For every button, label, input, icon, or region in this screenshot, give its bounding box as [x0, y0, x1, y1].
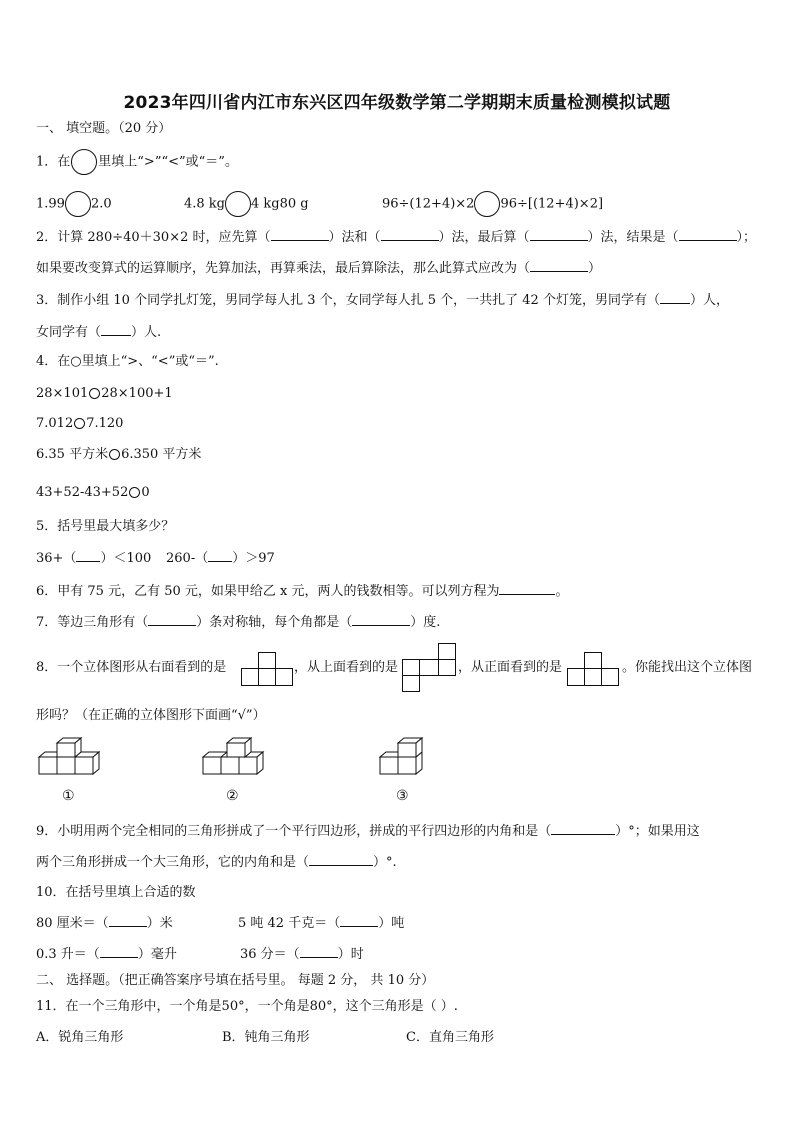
q5-stem: 5．括号里最大填多少？ — [36, 519, 175, 534]
q10-item-d: 36 分＝（ ）时 — [240, 947, 364, 962]
q4-stem: 4．在○里填上“>、“<”或“＝”. — [36, 354, 219, 369]
answer-blank[interactable] — [300, 945, 338, 958]
q11-option-b[interactable]: B．钝角三角形 — [222, 1030, 310, 1045]
answer-blank[interactable] — [352, 613, 410, 626]
answer-circle[interactable] — [65, 191, 91, 217]
q2-line2: 如果要改变算式的运算顺序，先算加法，再算乘法，最后算除法，那么此算式应改为（ ） — [36, 261, 602, 276]
q8-line2: 形吗？（在正确的立体图形下面画“√”） — [36, 708, 266, 723]
q10-stem: 10．在括号里填上合适的数 — [36, 885, 196, 900]
q10-item-a: 80 厘米＝（ ）米 — [36, 916, 173, 931]
q11-option-c[interactable]: C．直角三角形 — [406, 1030, 494, 1045]
answer-blank[interactable] — [148, 613, 196, 626]
answer-blank[interactable] — [530, 259, 588, 272]
option-label-2: ② — [226, 788, 239, 804]
section-heading-fill-blank: 一、 填空题。（20 分） — [36, 121, 172, 136]
solid-figure-1[interactable] — [38, 737, 102, 783]
option-label-1: ① — [62, 788, 75, 804]
answer-blank[interactable] — [271, 228, 329, 241]
q9-line1: 9．小明用两个完全相同的三角形拼成了一个平行四边形，拼成的平行四边形的内角和是（ ）°；如果用这 — [36, 824, 700, 839]
q10-item-c: 0.3 升＝（ ）毫升 — [36, 947, 177, 962]
answer-blank[interactable] — [551, 822, 615, 835]
right-view-figure — [241, 652, 293, 686]
answer-blank[interactable] — [530, 228, 588, 241]
q5-item-b: 260-（ ）＞97 — [166, 551, 275, 566]
answer-circle[interactable] — [89, 388, 100, 399]
q3-line1: 3．制作小组 10 个同学扎灯笼，男同学每人扎 3 个，女同学每人扎 5 个，一共扎了 42 个灯笼，男同学有（ ）人， — [36, 293, 729, 308]
q8-text-a: 8．一个立体图形从右面看到的是 — [36, 660, 227, 675]
answer-blank[interactable] — [660, 291, 690, 304]
answer-circle[interactable] — [109, 449, 120, 460]
answer-blank[interactable] — [381, 228, 439, 241]
option-label-3: ③ — [396, 788, 409, 804]
q6-line: 6．甲有 75 元，乙有 50 元，如果甲给乙 x 元，两人的钱数相等。可以列方程为 。 — [36, 584, 569, 599]
answer-blank[interactable] — [100, 945, 138, 958]
answer-blank[interactable] — [309, 853, 373, 866]
q11-option-a[interactable]: A．锐角三角形 — [36, 1030, 124, 1045]
answer-blank[interactable] — [101, 323, 131, 336]
top-view-figure — [402, 643, 456, 692]
answer-blank[interactable] — [679, 228, 737, 241]
answer-circle[interactable] — [225, 191, 251, 217]
q4-item-c: 6.35 平方米 6.350 平方米 — [36, 447, 202, 462]
q1-item-c: 96÷(12+4)×2 96÷[(12+4)×2] — [382, 191, 603, 217]
q8-text-c: ，从正面看到的是 — [458, 660, 563, 675]
q8-text-b: ，从上面看到的是 — [294, 660, 399, 675]
answer-blank[interactable] — [208, 549, 232, 562]
q7-line: 7．等边三角形有（ ）条对称轴，每个角都是（ ）度. — [36, 615, 441, 630]
solid-figure-3[interactable] — [379, 737, 427, 783]
compare-circle-icon — [71, 149, 97, 175]
answer-circle[interactable] — [474, 191, 500, 217]
q9-line2: 两个三角形拼成一个大三角形，它的内角和是（ ）°. — [36, 855, 397, 870]
answer-circle[interactable] — [129, 487, 140, 498]
q1-item-a: 1.99 2.0 — [36, 191, 112, 217]
q2-line1: 2．计算 280÷40＋30×2 时，应先算（ ）法和（ ）法，最后算（ ）法，结果是（ ）； — [36, 230, 757, 245]
q8-text-d: 。你能找出这个立体图 — [622, 660, 753, 675]
q1-item-b: 4.8 kg 4 kg80 g — [184, 191, 309, 217]
q3-line2: 女同学有（ ）人. — [36, 325, 162, 340]
section-heading-multiple-choice: 二、 选择题。（把正确答案序号填在括号里。 每题 2 分， 共 10 分） — [36, 973, 435, 988]
q4-item-b: 7.012 7.120 — [36, 416, 124, 431]
q1-stem: 1．在 里填上“>”“<”或“＝”。 — [36, 149, 238, 175]
q4-item-a: 28×101 28×100+1 — [36, 386, 173, 401]
page-title: 2023年四川省内江市东兴区四年级数学第二学期期末质量检测模拟试题 — [123, 93, 671, 113]
answer-blank[interactable] — [109, 914, 147, 927]
q5-item-a: 36+（ ）＜100 — [36, 551, 152, 566]
answer-blank[interactable] — [76, 549, 100, 562]
answer-blank[interactable] — [499, 582, 555, 595]
answer-circle[interactable] — [74, 418, 85, 429]
answer-blank[interactable] — [340, 914, 378, 927]
front-view-figure — [567, 652, 619, 686]
solid-figure-2[interactable] — [202, 737, 272, 783]
q11-stem: 11．在一个三角形中，一个角是50°，一个角是80°，这个三角形是（ ）. — [36, 999, 458, 1014]
q10-item-b: 5 吨 42 千克＝（ ）吨 — [238, 916, 405, 931]
q4-item-d: 43+52-43+52 0 — [36, 485, 150, 500]
